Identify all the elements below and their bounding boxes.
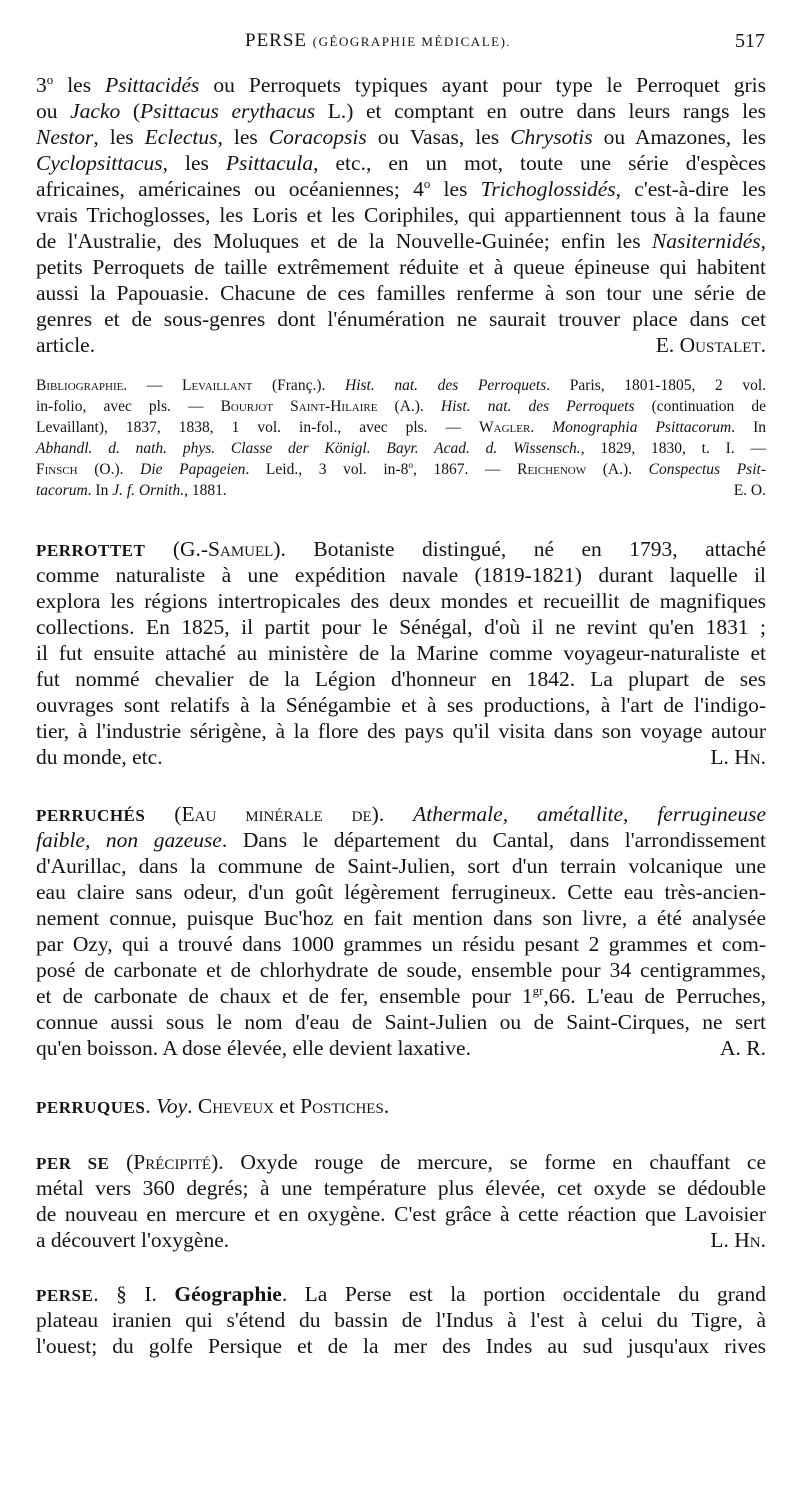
author-signature: E. O. [733, 482, 766, 499]
author-signature: A. R. [720, 1036, 766, 1060]
text-line: comme naturaliste à une expédition navale (1819-1821) durant laquelle il [36, 563, 766, 587]
text-line: eau claire sans odeur, d'un goût légèrement ferrugineux. Cette eau très-ancien- [36, 880, 766, 904]
text-line: il fut ensuite attaché au ministère de la Marine comme voyageur-naturaliste et [36, 641, 766, 665]
running-head-title: PERSE (GÉOGRAPHIE MÉDICALE). [245, 30, 512, 51]
text-line: Cyclopsittacus, les Psittacula, etc., en un mot, toute une série d'espèces [36, 151, 766, 175]
text-line: a découvert l'oxygène. L. Hn. [36, 1228, 766, 1252]
text-line: de nouveau en mercure et en oxygène. C'est grâce à cette réaction que Lavoisier [36, 1202, 766, 1226]
bibliography-line: tacorum. In J. f. Ornith., 1881. E. O. [36, 482, 766, 499]
text-line: PERRUQUES. Voy. Cheveux et Postiches. [36, 1094, 390, 1118]
text-line: PERSE. § I. Géographie. La Perse est la portion occidentale du grand [36, 1282, 766, 1306]
text-line: explora les régions intertropicales des deux mondes et recueillit de magnifiques [36, 589, 766, 613]
text-line: posé de carbonate et de chlorhydrate de soude, ensemble pour 34 centigrammes, [36, 958, 766, 982]
text-line: 3$^o$ les Psittacidés ou Perroquets typiques ayant pour type le Perroquet gris [36, 72, 766, 97]
text-line: nement connue, puisque Buc'hoz en fait mention dans son livre, a été analysée [36, 906, 766, 930]
text-line: ouvrages sont relatifs à la Sénégambie et à ses productions, à l'art de l'indigo- [36, 693, 766, 717]
text-line: PER SE (Précipité). Oxyde rouge de mercure, se forme en chauffant ce [36, 1150, 766, 1174]
text-line: aussi la Papouasie. Chacune de ces familles renferme à son tour une série de [36, 281, 766, 305]
text-line: article. E. Oustalet. [36, 333, 766, 357]
text-line: Nestor, les Eclectus, les Coracopsis ou Vasas, les Chrysotis ou Amazones, les [36, 125, 767, 149]
running-head [0, 30, 800, 60]
text-line: connue aussi sous le nom d'eau de Saint-Julien ou de Saint-Cirques, ne sert [36, 1010, 766, 1034]
text-line: faible, non gazeuse. Dans le département du Cantal, dans l'arrondissement [36, 828, 766, 852]
running-head-subtitle: (GÉOGRAPHIE MÉDICALE). [312, 34, 512, 49]
text-line: par Ozy, qui a trouvé dans 1000 grammes un résidu pesant 2 grammes et com- [36, 932, 766, 956]
text-line: d'Aurillac, dans la commune de Saint-Julien, sort d'un terrain volcanique une [36, 854, 766, 878]
author-signature: L. Hn. [710, 1228, 766, 1252]
text-line: fut nommé chevalier de la Légion d'honneur en 1842. La plupart de ses [36, 667, 766, 691]
text-line: de l'Australie, des Moluques et de la Nouvelle-Guinée; enfin les Nasiternidés, [36, 229, 766, 253]
author-signature: E. Oustalet. [655, 333, 766, 357]
bibliography-line: Abhandl. d. nath. phys. Classe der Königl. Bayr. Acad. d. Wissensch., 1829, 1830, t. I. — [36, 440, 766, 457]
text-line: vrais Trichoglosses, les Loris et les Coriphiles, qui appartiennent tous à la faune [36, 203, 766, 227]
bibliography-line: Finsch (O.). Die Papageien. Leid., 3 vol. in-8$^o$, 1867. — Reichenow (A.). Conspectus Psit- [36, 460, 766, 478]
text-line: genres et de sous-genres dont l'énumération ne saurait trouver place dans cet [36, 307, 766, 331]
text-line: PERROTTET (G.-Samuel). Botaniste distingué, né en 1793, attaché [36, 537, 766, 561]
bibliography-line: Levaillant), 1837, 1838, 1 vol. in-fol., avec pls. — Wagler. Monographia Psittacorum. In [36, 419, 767, 436]
text-line: africaines, américaines ou océaniennes; 4$^o$ les Trichoglossidés, c'est-à-dire les [36, 176, 766, 201]
page-number: 517 [735, 30, 765, 52]
author-signature: L. Hn. [710, 745, 766, 769]
text-line: PERRUCHÉS (Eau minérale de). Athermale, amétallite, ferrugineuse [36, 802, 766, 826]
text-line: petits Perroquets de taille extrêmement réduite et à queue épineuse qui habitent [36, 255, 766, 279]
text-line: du monde, etc. L. Hn. [36, 745, 766, 769]
bibliography-line: in-folio, avec pls. — Bourjot Saint-Hilaire (A.). Hist. nat. des Perroquets (continuation de [36, 398, 766, 415]
text-line: ou Jacko (Psittacus erythacus L.) et comptant en outre dans leurs rangs les [36, 99, 766, 123]
text-line: qu'en boisson. A dose élevée, elle devient laxative. A. R. [36, 1036, 766, 1060]
text-line: métal vers 360 degrés; à une température plus élevée, cet oxyde se dédouble [36, 1176, 766, 1200]
text-line: tier, à l'industrie sérigène, à la flore des pays qu'il visita dans son voyage autour [36, 719, 766, 743]
text-line: l'ouest; du golfe Persique et de la mer des Indes au sud jusqu'aux rives [36, 1334, 766, 1358]
text-line: collections. En 1825, il partit pour le Sénégal, d'où il ne revint qu'en 1831 ; [36, 615, 766, 639]
text-line: et de carbonate de chaux et de fer, ensemble pour $1^{gr},66$. L'eau de Perruches, [36, 983, 766, 1008]
text-line: plateau iranien qui s'étend du bassin de l'Indus à l'est à celui du Tigre, à [36, 1308, 766, 1332]
bibliography-line: Bibliographie. — Levaillant (Franç.). Hist. nat. des Perroquets. Paris, 1801-1805, 2 vol. [36, 377, 767, 394]
